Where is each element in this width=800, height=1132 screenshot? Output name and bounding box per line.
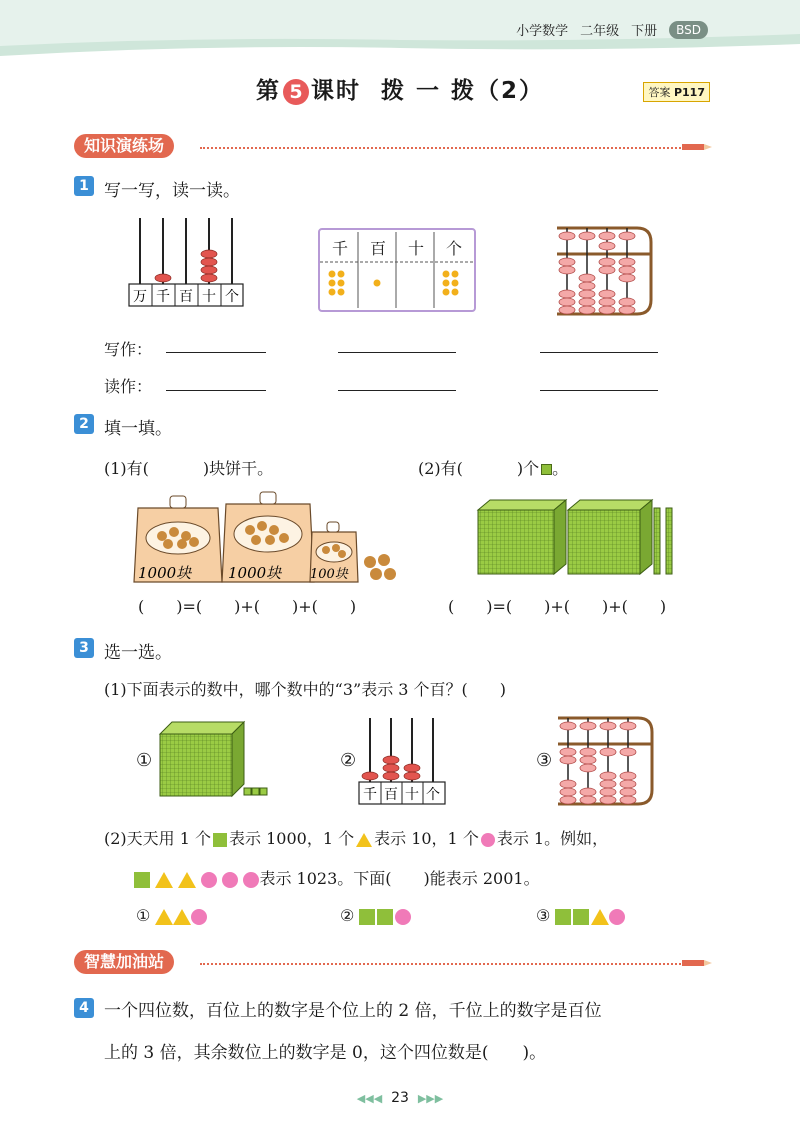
green-square-icon <box>134 872 150 888</box>
prompt-suffix: )块饼干。 <box>202 459 274 478</box>
choice-option[interactable] <box>340 906 411 925</box>
unit-cube-icon <box>541 464 552 475</box>
abacus-label: 百 <box>179 289 193 305</box>
prompt-suffix: )个 <box>516 459 540 478</box>
text-part: 表示 1000，1 个 <box>229 829 355 848</box>
option-mark[interactable]: ② <box>340 750 357 771</box>
section-tag-challenge: 智慧加油站 <box>74 950 174 974</box>
column-header: 个 <box>445 239 462 258</box>
prompt-prefix: (2)有( <box>418 459 463 478</box>
green-square-icon <box>359 909 375 925</box>
lesson-name: 拨 一 拨（2） <box>380 78 545 104</box>
bag-label: 1000块 <box>138 564 192 582</box>
subquestion-text: (1)下面表示的数中，哪个数中的“3”表示 3 个百？( ) <box>104 680 507 699</box>
bag-label: 100块 <box>310 567 348 582</box>
question-number: 1 <box>74 176 94 196</box>
subject-label: 小学数学 <box>516 24 569 39</box>
yellow-triangle-icon <box>173 909 191 925</box>
answer-blank[interactable] <box>166 390 266 391</box>
abacus-label: 千 <box>363 787 377 803</box>
text-part: 表示 1。例如， <box>496 829 609 848</box>
hundreds-cube-figure <box>158 720 273 802</box>
option-mark: ① <box>136 906 151 925</box>
question-number: 3 <box>74 638 94 658</box>
choice-option[interactable] <box>136 906 207 925</box>
yellow-triangle-icon <box>155 872 173 888</box>
read-label: 读作： <box>104 377 153 396</box>
header-meta <box>516 20 708 39</box>
yellow-triangle-icon <box>155 909 173 925</box>
equation-left: ( )=( )+( )+( ) <box>138 597 357 616</box>
pink-circle-icon <box>222 872 238 888</box>
question-text: 选一选。 <box>104 643 172 663</box>
abacus-figure <box>358 716 453 806</box>
section-divider <box>200 147 685 149</box>
abacus-label: 个 <box>225 289 239 305</box>
yellow-triangle-icon <box>591 909 609 925</box>
yellow-triangle-icon <box>178 872 196 888</box>
green-square-icon <box>555 909 571 925</box>
option-mark[interactable]: ③ <box>536 750 553 771</box>
suanpan-figure <box>555 226 655 316</box>
yellow-triangle-icon <box>356 833 372 847</box>
question-text: 一个四位数，百位上的数字是个位上的 2 倍，千位上的数字是百位 <box>104 1001 602 1021</box>
abacus-label: 十 <box>405 787 419 803</box>
question-text: 上的 3 倍，其余数位上的数字是 0，这个四位数是( )。 <box>104 1043 547 1063</box>
cookie-bags-figure <box>132 490 407 590</box>
base-ten-blocks-figure <box>476 496 681 576</box>
bag-label: 1000块 <box>228 564 282 582</box>
answer-reference <box>643 82 710 102</box>
grade-label: 二年级 <box>580 24 620 39</box>
lesson-suffix: 课时 <box>310 78 361 104</box>
pink-circle-icon <box>201 872 217 888</box>
abacus-label: 个 <box>426 787 440 803</box>
write-label: 写作： <box>104 340 153 359</box>
question-number: 4 <box>74 998 94 1018</box>
abacus-label: 万 <box>133 289 147 305</box>
fill-prompt: (2)有( )个 。 <box>418 459 569 478</box>
place-value-table <box>318 228 476 312</box>
answer-blank[interactable] <box>540 390 658 391</box>
left-arrows-icon: ◀◀◀ <box>356 1092 383 1105</box>
column-header: 千 <box>331 239 348 258</box>
pink-circle-icon <box>609 909 625 925</box>
section-tag-practice: 知识演练场 <box>74 134 174 158</box>
green-square-icon <box>573 909 589 925</box>
abacus-label: 百 <box>384 787 398 803</box>
choice-option[interactable] <box>536 906 625 925</box>
question-text: 写一写，读一读。 <box>104 181 240 201</box>
lesson-number: 5 <box>283 79 309 105</box>
abacus-label: 千 <box>156 289 170 305</box>
abacus-figure <box>128 214 248 310</box>
pink-circle-icon <box>243 872 259 888</box>
edition-badge: BSD <box>669 21 708 39</box>
abacus-label: 十 <box>202 289 216 305</box>
prompt-prefix: (1)有( <box>104 459 149 478</box>
text-part: (2)天天用 1 个 <box>104 829 212 848</box>
pink-circle-icon <box>395 909 411 925</box>
equation-right: ( )=( )+( )+( ) <box>448 597 667 616</box>
green-square-icon <box>377 909 393 925</box>
question-text: 填一填。 <box>104 419 172 439</box>
question-number: 2 <box>74 414 94 434</box>
answer-blank[interactable] <box>338 390 456 391</box>
answer-blank[interactable] <box>338 352 456 353</box>
text-part: 表示 1023。下面( )能表示 2001。 <box>259 869 540 888</box>
right-arrows-icon: ▶▶▶ <box>417 1092 444 1105</box>
page-footer <box>0 1090 800 1106</box>
option-mark: ② <box>340 906 355 925</box>
volume-label: 下册 <box>631 24 658 39</box>
subquestion-text <box>104 826 608 849</box>
fill-prompt <box>104 456 273 479</box>
column-header: 十 <box>407 239 424 258</box>
answer-blank[interactable] <box>540 352 658 353</box>
option-mark: ③ <box>536 906 551 925</box>
column-header: 百 <box>369 239 386 258</box>
suanpan-figure <box>556 716 656 806</box>
option-mark[interactable]: ① <box>136 750 153 771</box>
pink-circle-icon <box>191 909 207 925</box>
green-square-icon <box>213 833 227 847</box>
example-line <box>134 866 540 889</box>
text-part: 表示 10，1 个 <box>374 829 479 848</box>
answer-blank[interactable] <box>166 352 266 353</box>
answer-page: P117 <box>673 86 705 99</box>
pencil-icon <box>682 956 712 970</box>
answer-label: 答案 <box>648 86 671 99</box>
pink-circle-icon <box>481 833 495 847</box>
pencil-icon <box>682 140 712 154</box>
section-divider <box>200 963 685 965</box>
lesson-prefix: 第 <box>255 78 281 104</box>
page-number: 23 <box>391 1090 409 1106</box>
